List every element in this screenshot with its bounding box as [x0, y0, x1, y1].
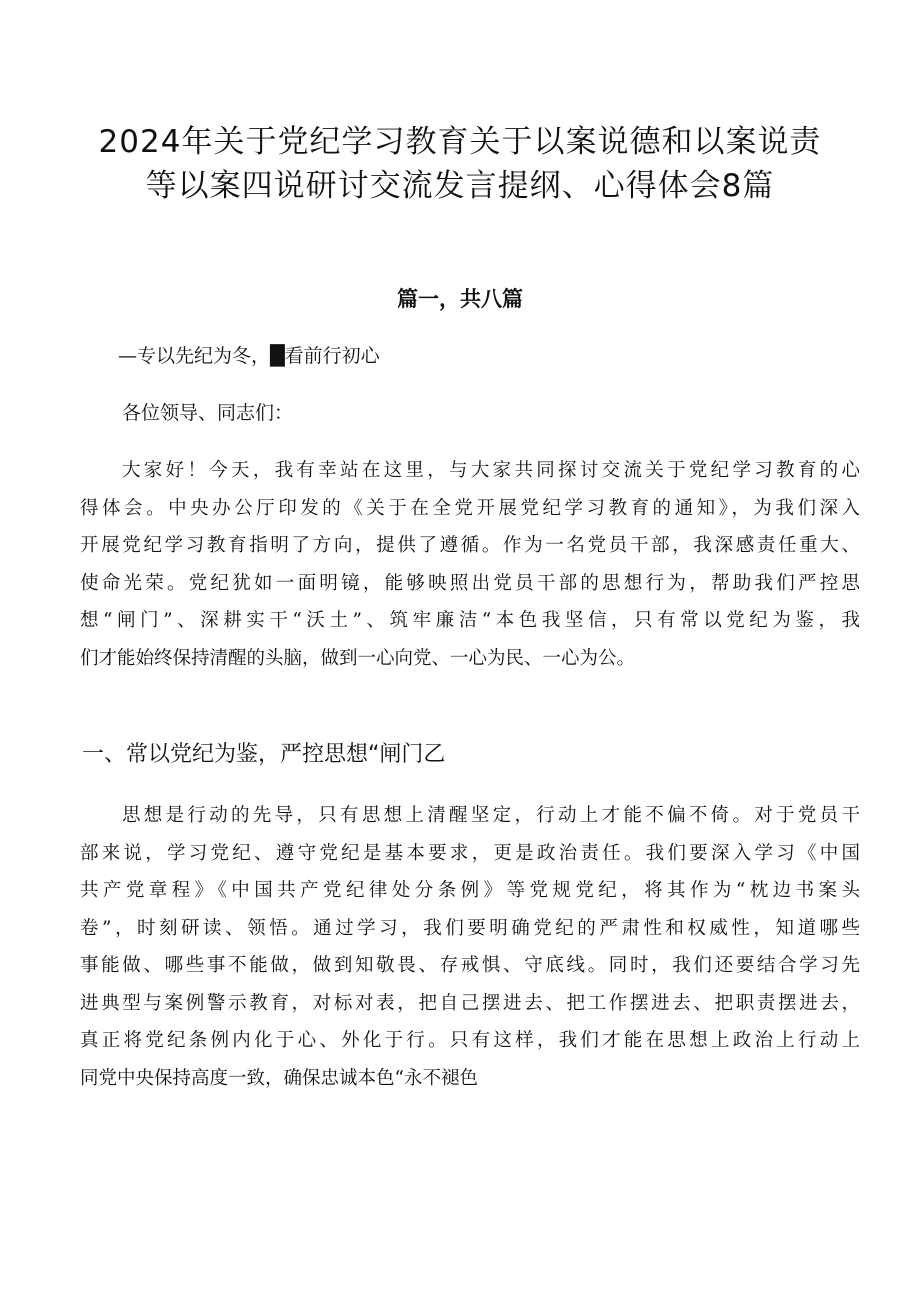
subtitle: —专以先纪为冬，█看前行初心	[118, 345, 380, 367]
document-title	[60, 120, 860, 208]
section-heading-1: 一、常以党纪为鉴，严控思想“闸门乙	[82, 742, 446, 767]
paragraph-intro	[80, 452, 860, 677]
greeting: 各位领导、同志们：	[122, 402, 294, 424]
text-line: 开展党纪学习教育指明了方向，提供了遵循。作为一名党员干部，我深感责任重大、	[80, 535, 860, 556]
text-line: 使命光荣。党纪犹如一面明镜，能够映照出党员干部的思想行为，帮助我们严控思	[80, 572, 860, 594]
text-line: 真正将党纪条例内化于心、外化于行。只有这样，我们才能在思想上政治上行动上	[80, 1030, 860, 1051]
text-line: 同党中央保持高度一致，确保忠诚本色“永不褪色	[80, 1067, 478, 1089]
text-line: 得体会。中央办公厅印发的《关于在全党开展党纪学习教育的通知》，为我们深入	[80, 497, 860, 519]
document-title-line-1: 2024年关于党纪学习教育关于以案说德和以案说责	[98, 124, 822, 160]
text-line: 事能做、哪些事不能做，做到知敬畏、存戒惧、守底线。同时，我们还要结合学习先	[80, 955, 860, 976]
text-line: 想“闸门”、深耕实干“沃土”、筑牢廉洁“本色我坚信，只有常以党纪为鉴，我	[80, 610, 860, 631]
text-line: 们才能始终保持清醒的头脑，做到一心向党、一心为民、一心为公。	[80, 647, 636, 669]
text-line: 思想是行动的先导，只有思想上清醒坚定，行动上才能不偏不倚。对于党员干	[122, 805, 860, 826]
text-line: 共产党章程》《中国共产党纪律处分条例》等党规党纪，将其作为“枕边书案头	[80, 880, 860, 901]
section-title: 篇一，共八篇	[397, 287, 523, 311]
paragraph-section-1	[80, 797, 860, 1097]
text-line: 进典型与案例警示教育，对标对表，把自己摆进去、把工作摆进去、把职责摆进去，	[80, 992, 860, 1014]
text-line: 卷”，时刻研读、领悟。通过学习，我们要明确党纪的严肃性和权威性，知道哪些	[80, 917, 860, 939]
text-line: 大家好！今天，我有幸站在这里，与大家共同探讨交流关于党纪学习教育的心	[122, 460, 860, 481]
text-line: 部来说，学习党纪、遵守党纪是基本要求，更是政治责任。我们要深入学习《中国	[80, 842, 860, 864]
document-title-line-2: 等以案四说研讨交流发言提纲、心得体会8篇	[145, 168, 775, 204]
